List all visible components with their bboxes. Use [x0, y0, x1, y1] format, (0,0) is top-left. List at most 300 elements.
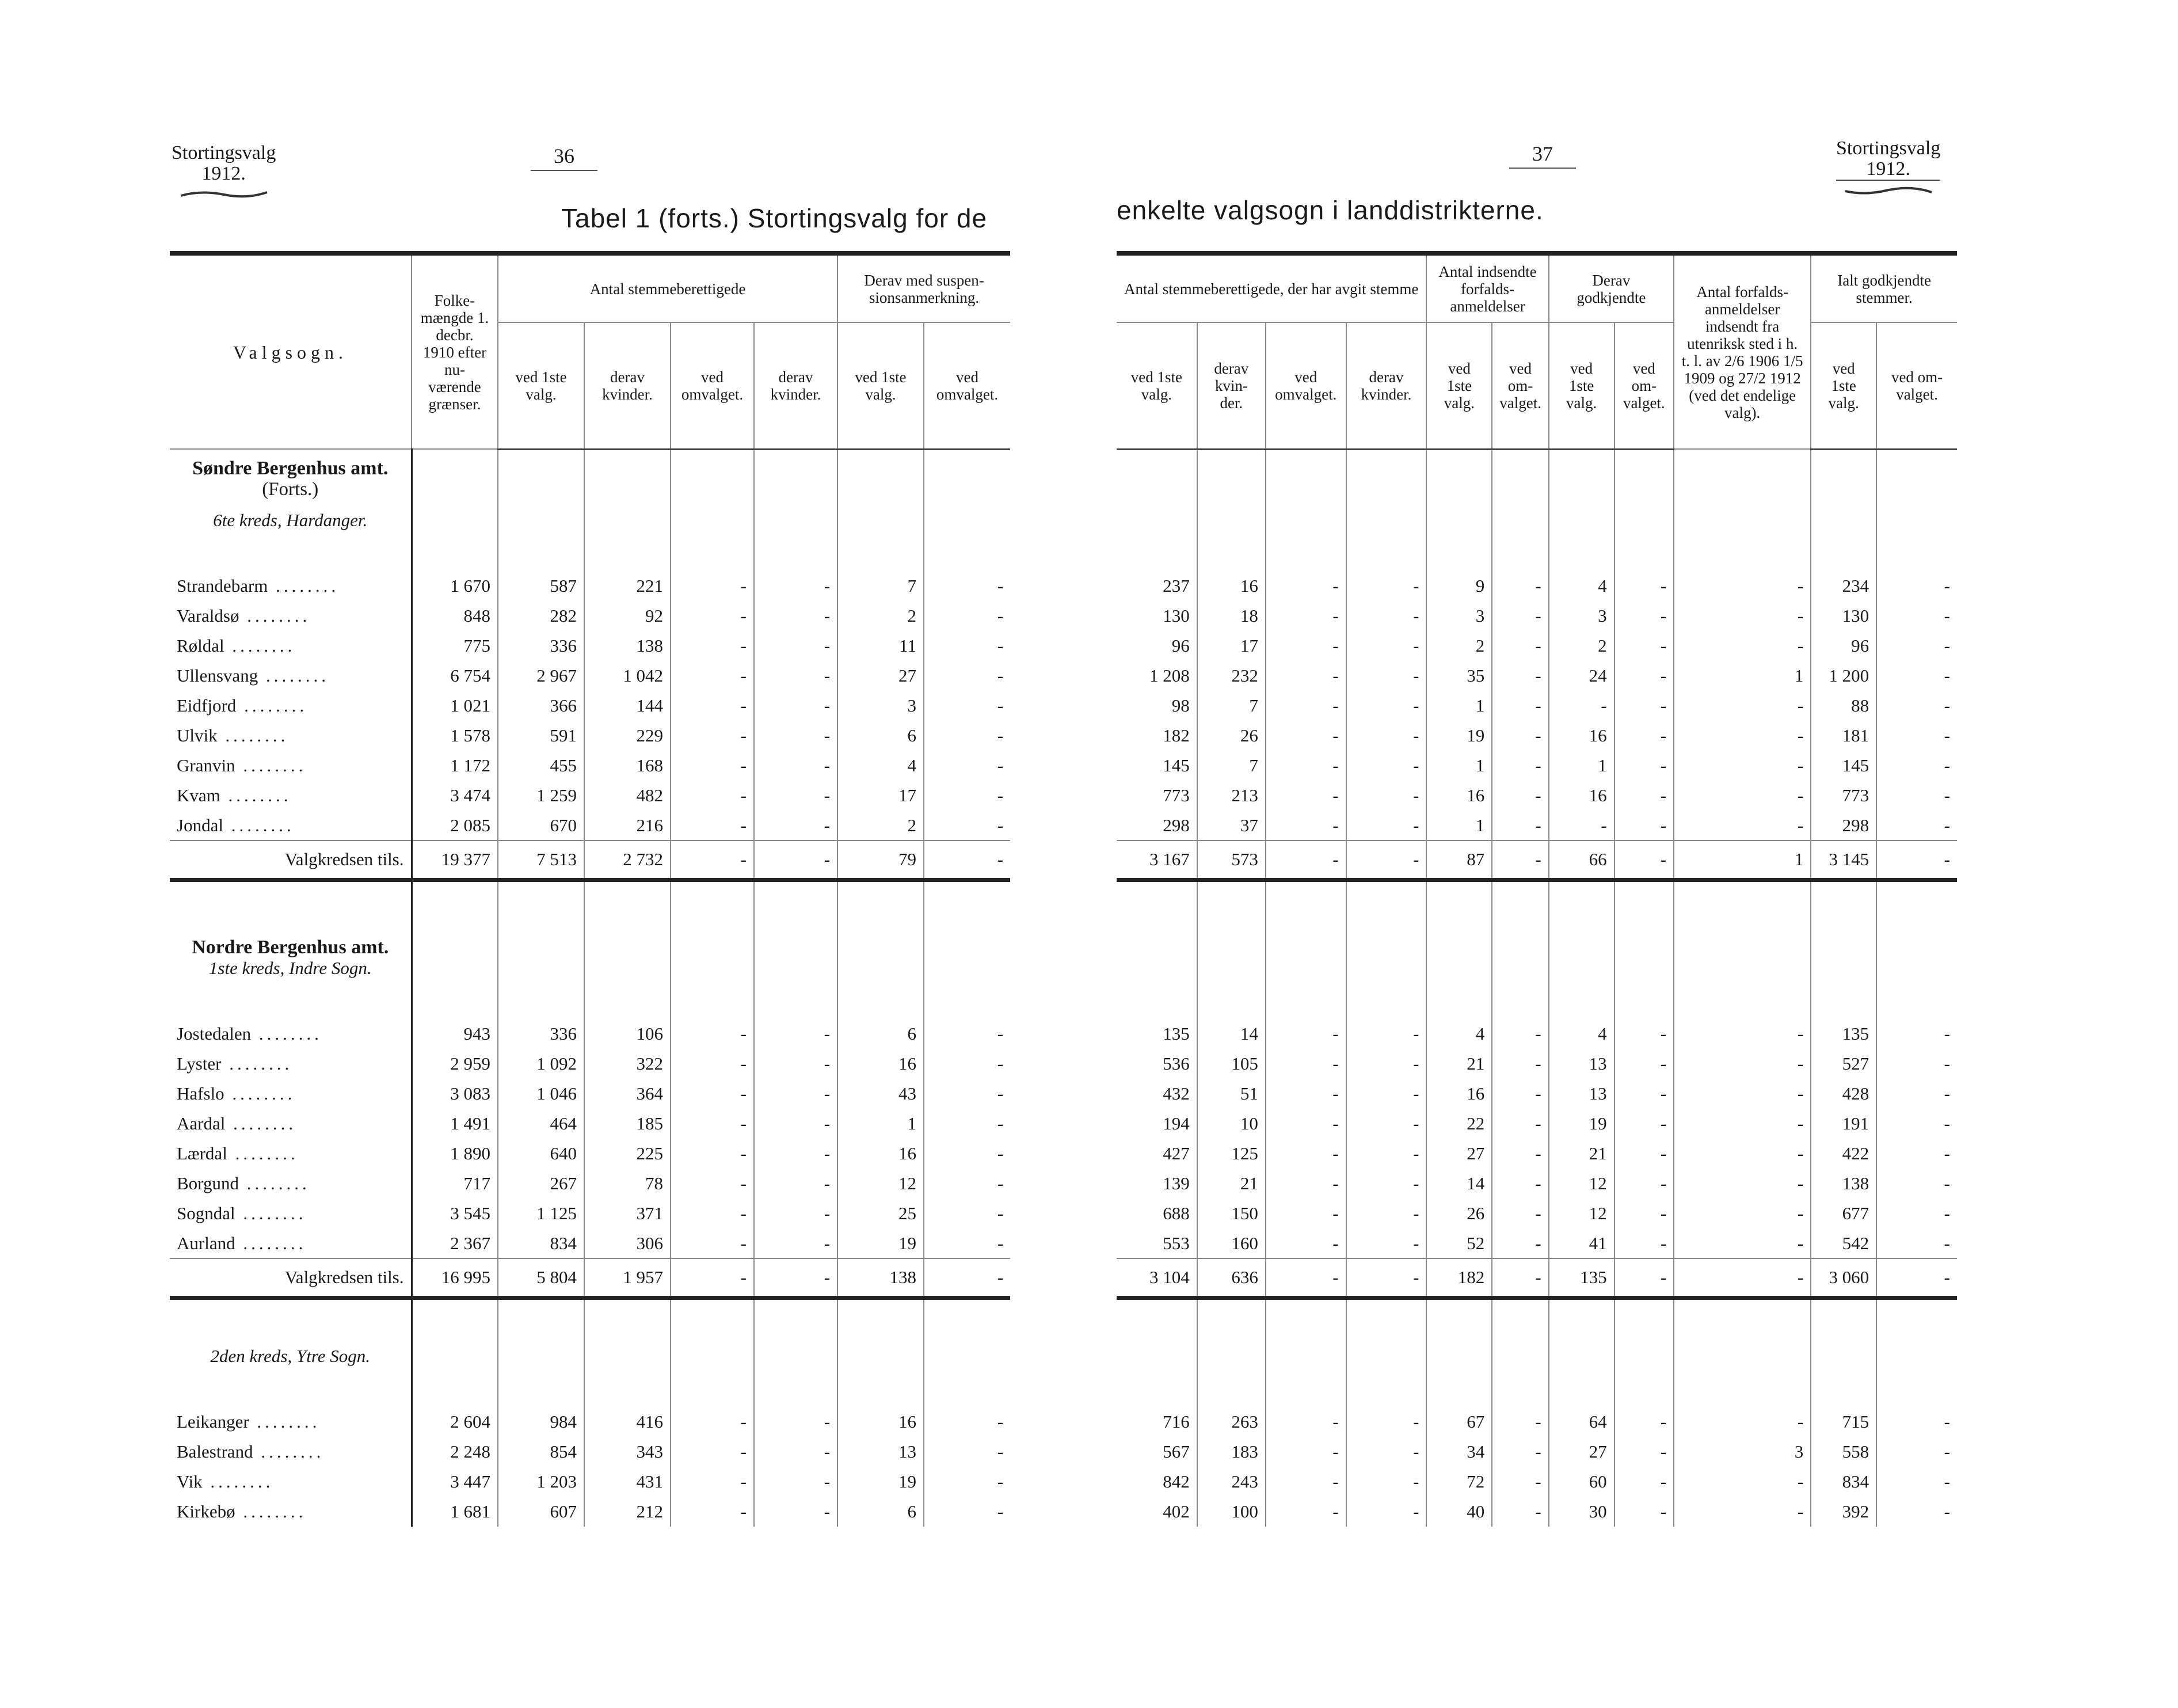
table-row	[1117, 721, 1957, 751]
value-cell: 125	[1197, 1139, 1266, 1169]
section-subtitle: 6te kreds, Hardanger.	[170, 510, 412, 541]
r-blank-cell	[1266, 1377, 1346, 1407]
value-cell: 455	[498, 751, 584, 781]
value-cell: -	[1674, 1019, 1811, 1049]
r-blank-cell	[1117, 928, 1197, 958]
value-cell: 366	[498, 691, 584, 721]
value-cell: -	[1346, 631, 1427, 661]
value-cell: 3 083	[412, 1079, 498, 1109]
leader-dots: ........	[258, 665, 329, 686]
value-cell: 717	[412, 1169, 498, 1199]
table-row	[1117, 1109, 1957, 1139]
total-value-cell: -	[1266, 1258, 1346, 1298]
leader-dots: ........	[235, 1233, 307, 1253]
value-cell: -	[1615, 631, 1674, 661]
value-cell: 3 545	[412, 1199, 498, 1228]
value-cell: 10	[1197, 1109, 1266, 1139]
value-cell: -	[1346, 1169, 1427, 1199]
table-row	[1117, 1497, 1957, 1527]
valgsogn-name	[170, 781, 412, 811]
value-cell: 12	[837, 1169, 924, 1199]
value-cell: 27	[1549, 1437, 1615, 1467]
value-cell: 19	[1549, 1109, 1615, 1139]
left-data-table	[170, 251, 1010, 1527]
value-cell: -	[1346, 601, 1427, 631]
value-cell: -	[1492, 631, 1548, 661]
value-cell: 34	[1426, 1437, 1492, 1467]
l-blank-cell	[671, 1298, 754, 1346]
value-cell: -	[1944, 665, 1950, 686]
value-cell: -	[1266, 721, 1346, 751]
r-blank-cell	[1674, 541, 1811, 571]
valgsogn-label: Varaldsø	[177, 606, 239, 626]
value-cell: 6 754	[412, 661, 498, 691]
col-susp-1ste: ved 1ste valg.	[837, 322, 924, 449]
value-cell: -	[754, 1497, 837, 1527]
valgsogn-name	[170, 1199, 412, 1228]
value-cell: -	[1944, 1441, 1950, 1462]
value-cell: -	[1615, 601, 1674, 631]
value-cell: 3	[1426, 601, 1492, 631]
l-blank-cell	[412, 510, 498, 541]
value-cell: 16	[837, 1049, 924, 1079]
value-cell: 773	[1811, 781, 1876, 811]
l-blank-cell	[584, 928, 671, 958]
table-row	[1117, 1437, 1957, 1467]
table-row	[170, 721, 1010, 751]
value-cell: -	[1944, 1083, 1950, 1104]
r-blank-cell	[1615, 510, 1674, 541]
r-blank-cell	[1266, 880, 1346, 929]
value-cell: 212	[584, 1497, 671, 1527]
table-row	[1117, 1049, 1957, 1079]
value-cell: 182	[1117, 721, 1197, 751]
table-row	[170, 1019, 1010, 1049]
valgsogn-label: Aurland	[177, 1233, 235, 1253]
l-blank-cell	[584, 989, 671, 1019]
value-cell: -	[1346, 691, 1427, 721]
r-blank-cell	[1346, 449, 1427, 479]
leader-dots: ........	[253, 1441, 325, 1462]
value-cell: 11	[837, 631, 924, 661]
value-cell: -	[671, 1199, 754, 1228]
value-cell: 1 203	[498, 1467, 584, 1497]
r-blank-cell	[1876, 449, 1957, 479]
value-cell: -	[1266, 1199, 1346, 1228]
value-cell: -	[671, 1437, 754, 1467]
r-blank-cell	[1811, 510, 1876, 541]
value-cell: 12	[1549, 1169, 1615, 1199]
value-cell: -	[754, 1079, 837, 1109]
leader-dots: ........	[221, 1053, 293, 1074]
value-cell: -	[1492, 1407, 1548, 1437]
l-blank-cell	[584, 1377, 671, 1407]
col-r-derav-kvinder-om: derav kvinder.	[1346, 322, 1427, 449]
value-cell: -	[997, 576, 1004, 596]
r-blank-cell	[1117, 880, 1197, 929]
l-blank-cell	[924, 1298, 1010, 1346]
l-blank-cell	[584, 880, 671, 929]
r-blank-cell	[1615, 1346, 1674, 1377]
value-cell: -	[754, 1019, 837, 1049]
r-blank-cell	[1674, 479, 1811, 510]
value-cell: -	[1549, 811, 1615, 840]
total-row	[1117, 840, 1957, 880]
value-cell: -	[997, 1203, 1004, 1223]
value-cell: -	[1944, 1053, 1950, 1074]
value-cell: -	[1674, 781, 1811, 811]
value-cell: 41	[1549, 1228, 1615, 1258]
valgsogn-label: Ulvik	[177, 725, 218, 745]
value-cell: 9	[1426, 571, 1492, 601]
value-cell: -	[1674, 1467, 1811, 1497]
value-cell: -	[754, 811, 837, 840]
r-blank-cell	[1197, 510, 1266, 541]
value-cell: -	[1492, 691, 1548, 721]
value-cell: 306	[584, 1228, 671, 1258]
left-running-head-title: Stortingsvalg	[172, 142, 276, 163]
section-title-extra: (Forts.)	[170, 479, 412, 510]
value-cell: -	[1674, 1109, 1811, 1139]
r-blank-cell	[1492, 510, 1548, 541]
r-blank-cell	[1549, 928, 1615, 958]
valgsogn-name	[170, 1228, 412, 1258]
l-blank-cell	[498, 510, 584, 541]
value-cell: -	[671, 631, 754, 661]
table-row	[1117, 661, 1957, 691]
r-blank-cell	[1426, 1298, 1492, 1346]
value-cell: -	[997, 755, 1004, 775]
value-cell: 1	[1426, 751, 1492, 781]
value-cell: -	[1492, 1199, 1548, 1228]
value-cell: -	[671, 1049, 754, 1079]
value-cell: 1	[1549, 751, 1615, 781]
l-blank-cell	[754, 1377, 837, 1407]
value-cell: -	[1615, 1139, 1674, 1169]
value-cell: -	[997, 636, 1004, 656]
value-cell: 1 578	[412, 721, 498, 751]
l-blank-cell	[754, 541, 837, 571]
table-row	[1117, 1228, 1957, 1258]
valgsogn-name	[170, 751, 412, 781]
table-row	[170, 661, 1010, 691]
value-cell: -	[1266, 811, 1346, 840]
l-blank-cell	[754, 928, 837, 958]
total-value-cell: -	[1492, 840, 1548, 880]
value-cell: 232	[1197, 661, 1266, 691]
value-cell: -	[1944, 576, 1950, 596]
total-value-cell: 19 377	[412, 840, 498, 880]
value-cell: -	[1615, 1228, 1674, 1258]
value-cell: 16	[1426, 1079, 1492, 1109]
total-value-cell: 79	[837, 840, 924, 880]
total-value-cell: 7 513	[498, 840, 584, 880]
r-blank-cell	[1426, 880, 1492, 929]
value-cell: 392	[1811, 1497, 1876, 1527]
value-cell: -	[1266, 751, 1346, 781]
value-cell: -	[1492, 781, 1548, 811]
value-cell: -	[754, 571, 837, 601]
col-ind-om: ved om-valget.	[1492, 322, 1548, 449]
value-cell: 364	[584, 1079, 671, 1109]
total-row	[1117, 1258, 1957, 1298]
value-cell: -	[1615, 751, 1674, 781]
value-cell: 834	[498, 1228, 584, 1258]
total-value-cell: 138	[837, 1258, 924, 1298]
l-blank-cell	[671, 541, 754, 571]
l-blank-cell	[498, 479, 584, 510]
table-row	[170, 601, 1010, 631]
r-blank-cell	[1876, 1298, 1957, 1346]
l-blank-cell	[754, 479, 837, 510]
gap	[170, 541, 412, 571]
table-row	[1117, 781, 1957, 811]
r-blank-cell	[1197, 958, 1266, 989]
valgsogn-name	[170, 1437, 412, 1467]
value-cell: -	[1266, 1019, 1346, 1049]
value-cell: 13	[1549, 1079, 1615, 1109]
value-cell: 7	[837, 571, 924, 601]
value-cell: 64	[1549, 1407, 1615, 1437]
value-cell: -	[997, 1233, 1004, 1253]
table-row	[170, 631, 1010, 661]
value-cell: 775	[412, 631, 498, 661]
value-cell: 16	[1426, 781, 1492, 811]
value-cell: -	[754, 721, 837, 751]
value-cell: 43	[837, 1079, 924, 1109]
valgsogn-label: Ullensvang	[177, 665, 258, 686]
value-cell: 6	[837, 1497, 924, 1527]
r-blank-cell	[1117, 1346, 1197, 1377]
value-cell: -	[1492, 1169, 1548, 1199]
value-cell: 431	[584, 1467, 671, 1497]
gap	[170, 1377, 412, 1407]
value-cell: 1 681	[412, 1497, 498, 1527]
leader-dots: ........	[235, 1203, 307, 1223]
l-blank-cell	[498, 958, 584, 989]
r-blank-cell	[1876, 541, 1957, 571]
r-blank-cell	[1426, 989, 1492, 1019]
table-row	[170, 1407, 1010, 1437]
col-valgsogn: Valgsogn.	[170, 253, 412, 449]
value-cell: 67	[1426, 1407, 1492, 1437]
gap	[170, 989, 412, 1019]
valgsogn-label: Borgund	[177, 1173, 239, 1193]
l-blank-cell	[584, 958, 671, 989]
value-cell: -	[1492, 751, 1548, 781]
value-cell: 135	[1117, 1019, 1197, 1049]
value-cell: -	[997, 725, 1004, 745]
table-row	[1117, 1407, 1957, 1437]
value-cell: -	[1266, 1407, 1346, 1437]
value-cell: 185	[584, 1109, 671, 1139]
value-cell: 96	[1811, 631, 1876, 661]
value-cell: 21	[1549, 1139, 1615, 1169]
value-cell: 72	[1426, 1467, 1492, 1497]
value-cell: 138	[1811, 1169, 1876, 1199]
value-cell: -	[997, 1471, 1004, 1492]
value-cell: 716	[1117, 1407, 1197, 1437]
value-cell: 17	[837, 781, 924, 811]
value-cell: -	[1615, 1049, 1674, 1079]
l-blank-cell	[412, 1346, 498, 1377]
r-blank-cell	[1346, 1298, 1427, 1346]
l-blank-cell	[412, 541, 498, 571]
value-cell: -	[1944, 636, 1950, 656]
r-blank-cell	[1811, 989, 1876, 1019]
l-blank-cell	[924, 1377, 1010, 1407]
valgsogn-name	[170, 1079, 412, 1109]
value-cell: 135	[1811, 1019, 1876, 1049]
table-row	[170, 781, 1010, 811]
r-blank-cell	[1549, 479, 1615, 510]
value-cell: -	[1346, 1437, 1427, 1467]
value-cell: -	[1674, 1079, 1811, 1109]
value-cell: 21	[1426, 1049, 1492, 1079]
value-cell: 139	[1117, 1169, 1197, 1199]
l-blank-cell	[671, 989, 754, 1019]
r-blank-cell	[1266, 541, 1346, 571]
value-cell: -	[754, 1467, 837, 1497]
value-cell: 51	[1197, 1079, 1266, 1109]
value-cell: -	[1615, 661, 1674, 691]
value-cell: 1 042	[584, 661, 671, 691]
total-value-cell: -	[754, 840, 837, 880]
value-cell: 26	[1197, 721, 1266, 751]
value-cell: -	[754, 1139, 837, 1169]
right-running-head	[1836, 138, 1940, 201]
r-blank-cell	[1117, 1298, 1197, 1346]
value-cell: 2 367	[412, 1228, 498, 1258]
value-cell: -	[1492, 1437, 1548, 1467]
total-row	[170, 840, 1010, 880]
l-blank-cell	[837, 880, 924, 929]
section-title: Nordre Bergenhus amt.	[170, 928, 412, 958]
value-cell: -	[1492, 1497, 1548, 1527]
leader-dots: ........	[224, 1083, 296, 1104]
value-cell: -	[1674, 811, 1811, 840]
value-cell: -	[1346, 1407, 1427, 1437]
r-blank-cell	[1492, 449, 1548, 479]
value-cell: 130	[1117, 601, 1197, 631]
l-blank-cell	[412, 880, 498, 929]
value-cell: -	[671, 1109, 754, 1139]
value-cell: 12	[1549, 1199, 1615, 1228]
r-blank-cell	[1426, 1377, 1492, 1407]
value-cell: -	[1346, 1467, 1427, 1497]
leader-dots: ........	[239, 606, 311, 626]
valgsogn-label: Eidfjord	[177, 695, 237, 716]
value-cell: -	[671, 1139, 754, 1169]
value-cell: -	[1346, 1019, 1427, 1049]
value-cell: -	[997, 1173, 1004, 1193]
l-blank-cell	[837, 989, 924, 1019]
value-cell: 225	[584, 1139, 671, 1169]
value-cell: 145	[1117, 751, 1197, 781]
table-row	[170, 1199, 1010, 1228]
value-cell: 98	[1117, 691, 1197, 721]
l-blank-cell	[924, 1346, 1010, 1377]
r-blank-cell	[1492, 1298, 1548, 1346]
left-page-number: 36	[507, 144, 622, 168]
value-cell: 984	[498, 1407, 584, 1437]
value-cell: 336	[498, 1019, 584, 1049]
valgsogn-name	[170, 691, 412, 721]
r-blank-cell	[1117, 989, 1197, 1019]
col-derav-kvinder-om: derav kvinder.	[754, 322, 837, 449]
value-cell: -	[754, 601, 837, 631]
value-cell: 553	[1117, 1228, 1197, 1258]
r-blank-cell	[1197, 1346, 1266, 1377]
r-blank-cell	[1426, 479, 1492, 510]
value-cell: -	[997, 1083, 1004, 1104]
value-cell: -	[1266, 661, 1346, 691]
r-blank-cell	[1117, 1377, 1197, 1407]
value-cell: 194	[1117, 1109, 1197, 1139]
col-folkemaengde: Folke-mængde 1. decbr. 1910 efter nu-værende grænser.	[412, 253, 498, 449]
value-cell: 4	[837, 751, 924, 781]
value-cell: 2 967	[498, 661, 584, 691]
value-cell: 715	[1811, 1407, 1876, 1437]
value-cell: 677	[1811, 1199, 1876, 1228]
value-cell: -	[1944, 1501, 1950, 1521]
value-cell: -	[1615, 1407, 1674, 1437]
l-blank-cell	[412, 449, 498, 479]
value-cell: -	[754, 1228, 837, 1258]
leader-dots: ........	[236, 695, 308, 716]
valgsogn-name	[170, 1467, 412, 1497]
value-cell: 1 259	[498, 781, 584, 811]
value-cell: -	[1492, 1467, 1548, 1497]
value-cell: -	[1674, 1169, 1811, 1199]
leader-dots: ........	[268, 576, 340, 596]
value-cell: 336	[498, 631, 584, 661]
value-cell: 3 447	[412, 1467, 498, 1497]
value-cell: 160	[1197, 1228, 1266, 1258]
valgsogn-label: Leikanger	[177, 1412, 249, 1432]
r-blank-cell	[1346, 989, 1427, 1019]
r-blank-cell	[1492, 1346, 1548, 1377]
value-cell: 542	[1811, 1228, 1876, 1258]
leader-dots: ........	[251, 1024, 322, 1044]
value-cell: 4	[1549, 1019, 1615, 1049]
value-cell: -	[754, 691, 837, 721]
value-cell: 943	[412, 1019, 498, 1049]
value-cell: 1	[1674, 661, 1811, 691]
right-data-table	[1117, 251, 1957, 1527]
value-cell: -	[997, 1441, 1004, 1462]
r-blank-cell	[1615, 449, 1674, 479]
r-blank-cell	[1426, 1346, 1492, 1377]
r-blank-cell	[1615, 1298, 1674, 1346]
r-blank-cell	[1346, 1346, 1427, 1377]
valgsogn-name	[170, 631, 412, 661]
l-blank-cell	[924, 880, 1010, 929]
value-cell: 88	[1811, 691, 1876, 721]
r-blank-cell	[1549, 989, 1615, 1019]
l-blank-cell	[837, 510, 924, 541]
valgsogn-label: Granvin	[177, 755, 235, 775]
total-value-cell: -	[1266, 840, 1346, 880]
value-cell: -	[671, 1228, 754, 1258]
valgsogn-label: Jondal	[177, 815, 223, 835]
total-value-cell: -	[1615, 840, 1674, 880]
value-cell: -	[1944, 1233, 1950, 1253]
value-cell: 2 085	[412, 811, 498, 840]
value-cell: -	[1266, 1079, 1346, 1109]
r-blank-cell	[1876, 989, 1957, 1019]
r-blank-cell	[1346, 1377, 1427, 1407]
